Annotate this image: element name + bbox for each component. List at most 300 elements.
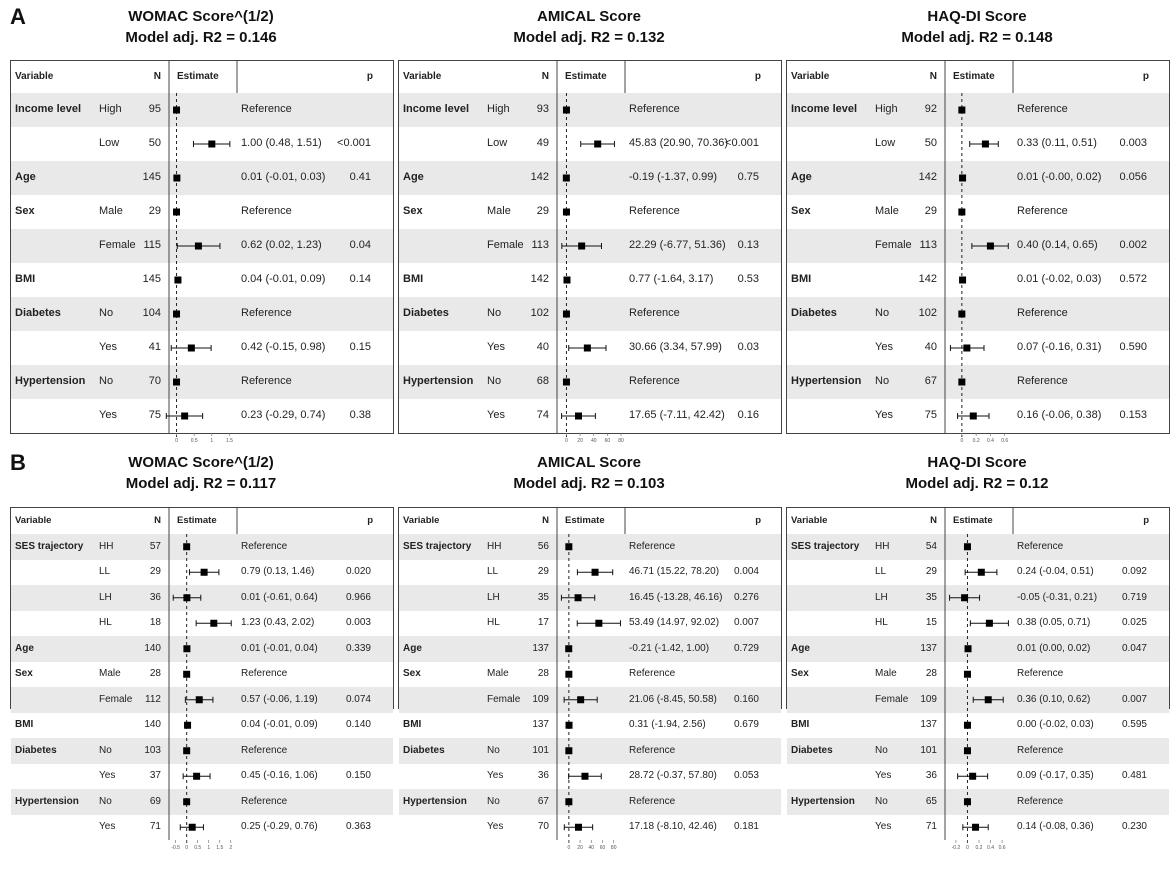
row-p-value: <0.001	[725, 137, 759, 150]
forest-panel	[786, 60, 1170, 444]
row-estimate-text: 16.45 (-13.28, 46.16)	[629, 591, 723, 603]
estimate-point	[575, 594, 582, 601]
row-estimate-text: 0.01 (-0.01, 0.04)	[241, 642, 318, 654]
row-level: No	[487, 307, 502, 320]
row-level: Yes	[487, 341, 505, 354]
table-row	[399, 738, 781, 764]
row-variable: Hypertension	[403, 795, 467, 807]
row-n: 75	[148, 409, 161, 422]
header-p: p	[1143, 515, 1149, 527]
x-axis-tick-label: 0	[565, 438, 568, 444]
estimate-point	[563, 107, 570, 114]
row-variable: BMI	[15, 273, 36, 286]
row-estimate-text: 21.06 (-8.45, 50.58)	[629, 693, 717, 705]
row-estimate-text: 30.66 (3.34, 57.99)	[629, 341, 722, 354]
row-variable: BMI	[791, 273, 812, 286]
estimate-point	[963, 345, 970, 352]
header-variable: Variable	[791, 71, 830, 82]
row-p-value: 0.590	[1119, 341, 1147, 354]
row-estimate-text: 0.77 (-1.64, 3.17)	[629, 273, 714, 286]
estimate-point	[958, 209, 965, 216]
row-n: 65	[925, 795, 937, 807]
header-variable: Variable	[403, 71, 442, 82]
row-variable: BMI	[15, 719, 34, 731]
row-n: 137	[532, 642, 549, 654]
row-estimate-text: 0.01 (-0.00, 0.02)	[1017, 171, 1102, 184]
row-level: Male	[99, 668, 121, 680]
panel-title: WOMAC Score^(1/2)	[128, 8, 274, 25]
estimate-point	[563, 379, 570, 386]
estimate-point	[959, 277, 966, 284]
estimate-point	[563, 277, 570, 284]
row-estimate-text: Reference	[629, 795, 676, 807]
row-variable: Sex	[15, 668, 33, 680]
row-n: 28	[537, 668, 549, 680]
estimate-point	[195, 243, 202, 250]
row-n: 37	[149, 770, 161, 782]
row-variable: Diabetes	[403, 744, 445, 756]
panel-subtitle: Model adj. R2 = 0.117	[125, 475, 277, 492]
row-estimate-text: Reference	[1017, 205, 1068, 218]
row-n: 101	[532, 744, 549, 756]
row-n: 28	[149, 668, 161, 680]
row-p-value: 0.719	[1121, 591, 1147, 603]
row-estimate-text: 0.01 (-0.01, 0.03)	[241, 171, 326, 184]
row-estimate-text: 0.23 (-0.29, 0.74)	[241, 409, 326, 422]
x-axis-tick-label: 0	[966, 845, 969, 851]
x-axis-tick-label: 60	[604, 438, 611, 444]
row-n: 142	[530, 273, 549, 286]
row-variable: SES trajectory	[403, 540, 472, 552]
x-axis-tick-label: 0.5	[190, 438, 198, 444]
row-n: 137	[920, 642, 937, 654]
row-estimate-text: 0.42 (-0.15, 0.98)	[241, 341, 326, 354]
row-n: 35	[925, 591, 937, 603]
x-axis-tick-label: 0	[175, 438, 178, 444]
row-variable: Sex	[791, 205, 811, 218]
row-n: 113	[531, 239, 549, 252]
estimate-point	[565, 747, 572, 754]
row-variable: Age	[403, 171, 424, 184]
row-estimate-text: Reference	[241, 307, 292, 320]
estimate-point	[193, 773, 200, 780]
row-variable: Hypertension	[15, 375, 86, 388]
row-level: No	[487, 375, 502, 388]
row-p-value: 0.007	[1121, 693, 1147, 705]
row-level: HH	[487, 540, 502, 552]
row-estimate-text: Reference	[1017, 668, 1064, 680]
row-variable: Diabetes	[403, 307, 449, 320]
estimate-point	[173, 311, 180, 318]
row-estimate-text: Reference	[629, 668, 676, 680]
estimate-point	[563, 209, 570, 216]
row-n: 112	[145, 693, 161, 705]
row-level: Male	[875, 205, 899, 218]
estimate-point	[581, 773, 588, 780]
estimate-point	[958, 379, 965, 386]
panel-subtitle: Model adj. R2 = 0.12	[905, 475, 1049, 492]
row-n: 95	[148, 103, 161, 116]
row-p-value: 0.153	[1119, 409, 1147, 422]
row-n: 71	[925, 821, 937, 833]
estimate-point	[964, 798, 971, 805]
row-p-value: 0.339	[345, 642, 371, 654]
estimate-point	[196, 696, 203, 703]
estimate-point	[188, 345, 195, 352]
row-level: Low	[875, 137, 896, 150]
estimate-point	[183, 671, 190, 678]
estimate-point	[189, 824, 196, 831]
estimate-point	[183, 543, 190, 550]
x-axis-tick-label: 0.4	[986, 438, 994, 444]
row-p-value: 0.140	[345, 719, 371, 731]
row-p-value: 0.003	[1119, 137, 1147, 150]
row-variable: Sex	[403, 205, 423, 218]
row-n: 29	[149, 566, 161, 578]
estimate-point	[964, 722, 971, 729]
row-p-value: 0.53	[737, 273, 759, 286]
x-axis-tick-label: 0	[185, 845, 189, 851]
row-estimate-text: Reference	[241, 205, 292, 218]
estimate-point	[958, 311, 965, 318]
row-level: Yes	[487, 770, 504, 782]
row-estimate-text: 0.16 (-0.06, 0.38)	[1017, 409, 1102, 422]
row-variable: Sex	[15, 205, 35, 218]
estimate-point	[201, 569, 208, 576]
estimate-point	[978, 569, 985, 576]
row-variable: Hypertension	[791, 795, 855, 807]
x-axis-tick-label: -0.5	[171, 845, 180, 851]
estimate-point	[964, 747, 971, 754]
x-axis-tick-label: 1	[207, 845, 211, 851]
row-n: 102	[530, 307, 549, 320]
row-estimate-text: Reference	[1017, 375, 1068, 388]
header-n: N	[930, 515, 937, 527]
row-p-value: 0.276	[733, 591, 759, 603]
row-estimate-text: Reference	[629, 205, 680, 218]
row-level: No	[875, 375, 890, 388]
estimate-point	[584, 345, 591, 352]
estimate-point	[563, 175, 570, 182]
row-n: 103	[144, 744, 161, 756]
table-row	[787, 713, 1169, 739]
x-axis-tick-label: 80	[610, 845, 617, 851]
row-p-value: 0.363	[345, 821, 371, 833]
row-estimate-text: Reference	[629, 744, 676, 756]
row-estimate-text: 0.00 (-0.02, 0.03)	[1017, 719, 1094, 731]
row-variable: Diabetes	[15, 307, 61, 320]
row-n: 137	[532, 719, 549, 731]
panel-title: HAQ-DI Score	[927, 8, 1027, 25]
section-label: B	[10, 450, 26, 475]
row-estimate-text: 0.62 (0.02, 1.23)	[241, 239, 322, 252]
estimate-point	[982, 141, 989, 148]
row-level: High	[487, 103, 510, 116]
row-variable: Age	[15, 171, 36, 184]
row-level: No	[875, 307, 890, 320]
row-n: 49	[536, 137, 549, 150]
row-estimate-text: Reference	[1017, 744, 1064, 756]
row-variable: Hypertension	[403, 375, 474, 388]
row-level: No	[99, 795, 112, 807]
panel-title-block	[398, 452, 780, 494]
row-p-value: 0.679	[733, 719, 759, 731]
row-n: 101	[920, 744, 937, 756]
estimate-point	[964, 543, 971, 550]
row-p-value: 0.092	[1121, 566, 1147, 578]
row-n: 145	[142, 273, 161, 286]
x-axis-tick-label: 20	[577, 438, 583, 444]
row-level: LL	[875, 566, 887, 578]
row-variable: Age	[15, 642, 34, 654]
row-n: 109	[920, 693, 937, 705]
row-level: LL	[487, 566, 499, 578]
x-axis-tick-label: 0	[567, 845, 571, 851]
table-row	[399, 713, 781, 739]
row-n: 50	[924, 137, 937, 150]
forest-panel	[10, 60, 394, 444]
row-level: Yes	[875, 770, 892, 782]
table-row	[11, 738, 393, 764]
estimate-point	[565, 798, 572, 805]
x-axis-tick-label: 0	[960, 438, 964, 444]
row-estimate-text: 0.04 (-0.01, 0.09)	[241, 273, 326, 286]
row-n: 67	[924, 375, 937, 388]
estimate-point	[173, 175, 180, 182]
row-estimate-text: Reference	[629, 307, 680, 320]
row-variable: Age	[791, 642, 810, 654]
row-p-value: <0.001	[337, 137, 371, 150]
row-n: 54	[925, 540, 937, 552]
forest-plot	[399, 61, 781, 444]
row-n: 17	[537, 617, 549, 629]
row-estimate-text: 0.07 (-0.16, 0.31)	[1017, 341, 1102, 354]
row-n: 70	[148, 375, 161, 388]
table-row	[399, 789, 781, 815]
row-estimate-text: 0.31 (-1.94, 2.56)	[629, 719, 706, 731]
panel-subtitle: Model adj. R2 = 0.103	[513, 475, 665, 492]
row-level: LH	[875, 591, 888, 603]
estimate-point	[563, 311, 570, 318]
panel-title-block	[398, 6, 780, 48]
row-level: Yes	[875, 341, 893, 354]
panel-title-block	[10, 452, 392, 494]
row-estimate-text: 46.71 (15.22, 78.20)	[629, 566, 720, 578]
x-axis-tick-label: 0.4	[987, 845, 995, 851]
header-variable: Variable	[403, 515, 440, 527]
row-p-value: 0.230	[1121, 821, 1147, 833]
row-estimate-text: Reference	[1017, 103, 1068, 116]
forest-panel	[398, 60, 782, 444]
row-n: 142	[530, 171, 549, 184]
panel-title-block	[786, 6, 1168, 48]
row-level: No	[99, 307, 114, 320]
row-p-value: 0.160	[733, 693, 759, 705]
row-estimate-text: -0.19 (-1.37, 0.99)	[629, 171, 718, 184]
row-n: 140	[144, 642, 161, 654]
row-level: Female	[487, 693, 521, 705]
row-n: 40	[536, 341, 549, 354]
x-axis-tick-label: 0.6	[998, 845, 1006, 851]
row-level: Yes	[875, 821, 892, 833]
row-p-value: 0.047	[1121, 642, 1147, 654]
x-axis-tick-label: -0.2	[951, 845, 961, 851]
x-axis-tick-label: 60	[599, 845, 606, 851]
row-estimate-text: 0.24 (-0.04, 0.51)	[1017, 566, 1094, 578]
x-axis-tick-label: 40	[588, 845, 595, 851]
row-variable: Age	[791, 171, 812, 184]
row-n: 35	[537, 591, 549, 603]
row-level: No	[99, 375, 114, 388]
row-level: Female	[875, 239, 912, 252]
panel-title: WOMAC Score^(1/2)	[128, 454, 274, 471]
forest-panel	[398, 507, 782, 851]
row-p-value: 0.007	[733, 617, 759, 629]
row-n: 113	[919, 239, 937, 252]
row-level: Yes	[99, 770, 116, 782]
row-variable: Sex	[791, 668, 809, 680]
row-estimate-text: 0.79 (0.13, 1.46)	[241, 566, 315, 578]
row-estimate-text: Reference	[629, 103, 680, 116]
row-p-value: 0.074	[345, 693, 371, 705]
row-p-value: 0.41	[349, 171, 371, 184]
forest-plot	[11, 61, 393, 444]
row-level: Yes	[99, 409, 117, 422]
row-estimate-text: 45.83 (20.90, 70.36)	[629, 137, 729, 150]
header-p: p	[1142, 71, 1149, 82]
row-p-value: 0.729	[733, 642, 759, 654]
row-n: 140	[144, 719, 161, 731]
header-p: p	[367, 515, 373, 527]
x-axis-tick-label: 0.2	[975, 845, 983, 851]
row-n: 137	[920, 719, 937, 731]
row-n: 28	[925, 668, 937, 680]
row-level: Male	[487, 668, 509, 680]
row-p-value: 0.595	[1121, 719, 1147, 731]
row-level: Male	[99, 205, 123, 218]
row-level: No	[487, 744, 500, 756]
row-estimate-text: 0.40 (0.14, 0.65)	[1017, 239, 1098, 252]
estimate-point	[595, 620, 602, 627]
row-estimate-text: Reference	[241, 795, 288, 807]
row-level: HH	[875, 540, 890, 552]
row-p-value: 0.056	[1119, 171, 1147, 184]
estimate-point	[578, 243, 585, 250]
table-row	[787, 789, 1169, 815]
row-n: 29	[537, 566, 549, 578]
row-variable: Age	[403, 642, 422, 654]
row-n: 36	[925, 770, 937, 782]
row-estimate-text: 0.33 (0.11, 0.51)	[1017, 137, 1097, 150]
row-estimate-text: Reference	[241, 375, 292, 388]
forest-panel	[786, 507, 1170, 851]
row-p-value: 0.150	[345, 770, 371, 782]
row-estimate-text: 0.45 (-0.16, 1.06)	[241, 770, 318, 782]
x-axis-tick-label: 1.5	[225, 438, 233, 444]
row-estimate-text: Reference	[1017, 795, 1064, 807]
row-p-value: 0.481	[1121, 770, 1147, 782]
row-n: 40	[924, 341, 937, 354]
row-estimate-text: 0.14 (-0.08, 0.36)	[1017, 821, 1094, 833]
row-level: LH	[99, 591, 112, 603]
row-level: No	[875, 744, 888, 756]
row-estimate-text: 1.00 (0.48, 1.51)	[241, 137, 322, 150]
estimate-point	[210, 620, 217, 627]
row-n: 15	[925, 617, 937, 629]
forest-plot	[787, 61, 1169, 444]
row-variable: SES trajectory	[791, 540, 860, 552]
x-axis-tick-label: 0.6	[1001, 438, 1009, 444]
row-level: LH	[487, 591, 500, 603]
row-level: Yes	[99, 821, 116, 833]
section-label: A	[10, 4, 26, 29]
x-axis-tick-label: 0.2	[972, 438, 980, 444]
row-level: Low	[99, 137, 120, 150]
row-p-value: 0.04	[349, 239, 371, 252]
estimate-point	[565, 543, 572, 550]
header-estimate: Estimate	[177, 71, 219, 82]
x-axis-tick-label: 2	[229, 845, 233, 851]
row-n: 68	[536, 375, 549, 388]
row-level: Low	[487, 137, 508, 150]
estimate-point	[173, 379, 180, 386]
row-n: 145	[142, 171, 161, 184]
estimate-point	[577, 696, 584, 703]
header-variable: Variable	[791, 515, 828, 527]
estimate-point	[986, 620, 993, 627]
x-axis-tick-label: 20	[577, 845, 583, 851]
row-p-value: 0.16	[737, 409, 759, 422]
row-estimate-text: 0.01 (-0.61, 0.64)	[241, 591, 318, 603]
row-estimate-text: 0.01 (-0.02, 0.03)	[1017, 273, 1102, 286]
row-level: High	[99, 103, 122, 116]
row-estimate-text: Reference	[241, 744, 288, 756]
row-level: No	[875, 795, 888, 807]
panel-title: AMICAL Score	[537, 454, 641, 471]
row-n: 29	[148, 205, 161, 218]
estimate-point	[961, 594, 968, 601]
estimate-point	[566, 722, 573, 729]
row-estimate-text: 0.01 (0.00, 0.02)	[1017, 642, 1091, 654]
panel-subtitle: Model adj. R2 = 0.132	[513, 29, 665, 46]
estimate-point	[174, 277, 181, 284]
row-p-value: 0.572	[1119, 273, 1147, 286]
row-level: HL	[487, 617, 500, 629]
estimate-point	[965, 645, 972, 652]
row-estimate-text: 22.29 (-6.77, 51.36)	[629, 239, 726, 252]
row-variable: Income level	[791, 103, 858, 116]
table-row	[11, 713, 393, 739]
x-axis-tick-label: 80	[618, 438, 624, 444]
estimate-point	[964, 671, 971, 678]
row-estimate-text: Reference	[241, 540, 288, 552]
row-n: 104	[142, 307, 161, 320]
estimate-point	[959, 175, 966, 182]
panel-subtitle: Model adj. R2 = 0.148	[901, 29, 1053, 46]
row-level: HH	[99, 540, 114, 552]
row-variable: BMI	[403, 273, 424, 286]
row-n: 93	[536, 103, 549, 116]
x-axis-tick-label: 1	[210, 438, 214, 444]
row-p-value: 0.14	[349, 273, 371, 286]
header-variable: Variable	[15, 71, 54, 82]
row-estimate-text: 0.38 (0.05, 0.71)	[1017, 617, 1091, 629]
row-level: Male	[487, 205, 511, 218]
row-p-value: 0.002	[1119, 239, 1147, 252]
estimate-point	[575, 413, 582, 420]
header-variable: Variable	[15, 515, 52, 527]
header-p: p	[754, 71, 761, 82]
